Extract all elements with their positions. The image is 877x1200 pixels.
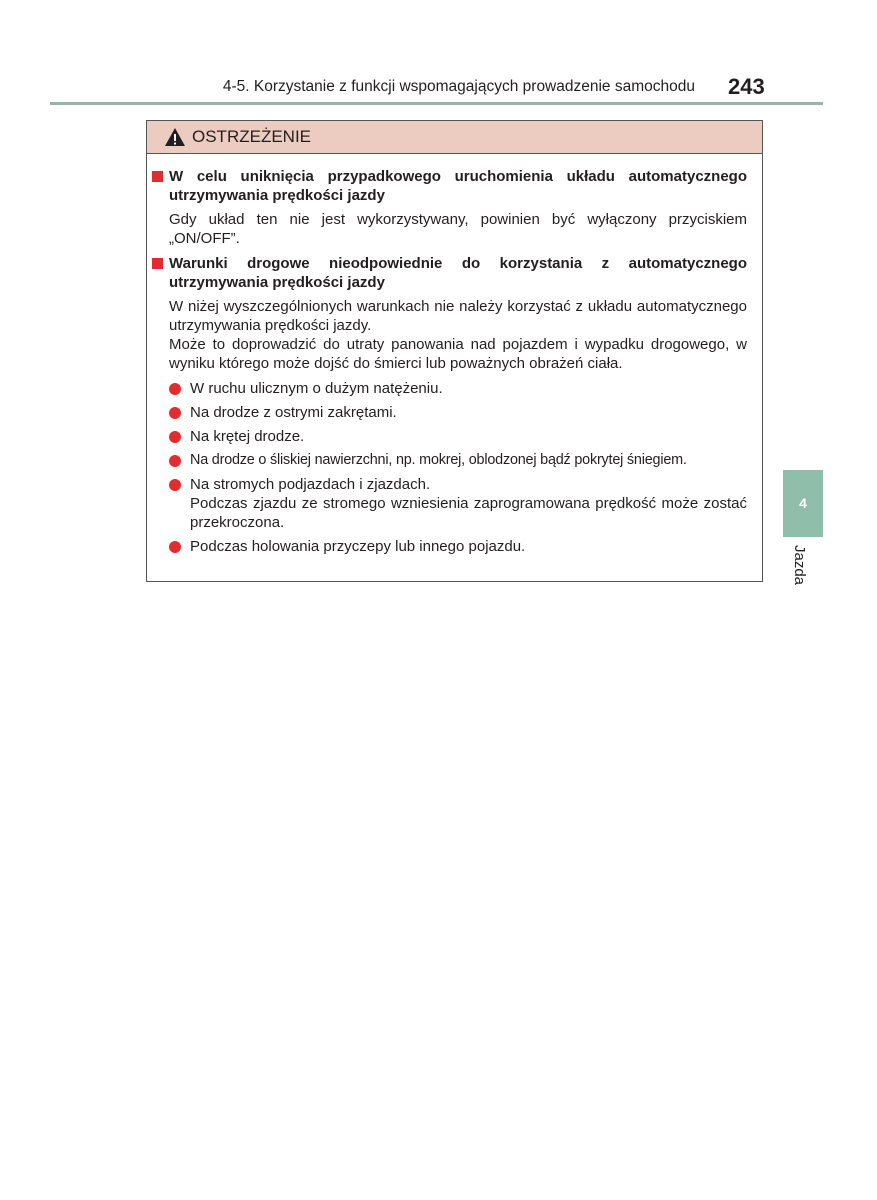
red-dot-bullet-icon [169, 541, 181, 553]
warning-triangle-icon [164, 127, 186, 147]
list-item [169, 379, 747, 398]
section-heading [169, 254, 747, 292]
header-divider [50, 102, 823, 105]
page-number: 243 [728, 74, 765, 99]
section-heading [169, 167, 747, 205]
red-square-bullet-icon [152, 258, 163, 269]
warning-box [146, 120, 763, 582]
section-heading-text: Warunki drogowe nieodpowiednie do korzystania z automatycznego utrzymywania prędkości jazdy [169, 255, 747, 291]
list-item-text: W ruchu ulicznym o dużym natężeniu. [190, 380, 443, 397]
list-item [169, 403, 747, 422]
list-item-text: Na krętej drodze. [190, 428, 305, 445]
list-item [169, 537, 747, 556]
paragraph: Gdy układ ten nie jest wykorzystywany, powinien być wyłączony przyciskiem „ON/OFF”. [169, 211, 747, 247]
list-item-subtext: Podczas zjazdu ze stromego wzniesienia zaprogramowana prędkość może zostać przekroczona. [190, 495, 747, 531]
chapter-tab: 4 [783, 470, 823, 537]
chapter-label-text: Jazda [791, 545, 808, 586]
section-heading-text: W celu uniknięcia przypadkowego uruchomienia układu automatycznego utrzymywania prędkości jazdy [169, 168, 747, 204]
warning-title: OSTRZEŻENIE [192, 127, 312, 146]
red-square-bullet-icon [152, 171, 163, 182]
red-dot-bullet-icon [169, 407, 181, 419]
list-item [169, 427, 747, 446]
section-title: 4-5. Korzystanie z funkcji wspomagających prowadzenie samochodu [222, 78, 695, 95]
red-dot-bullet-icon [169, 479, 181, 491]
red-dot-bullet-icon [169, 455, 181, 467]
list-item-text: Na stromych podjazdach i zjazdach. [190, 476, 431, 493]
paragraph: W niżej wyszczególnionych warunkach nie należy korzystać z układu automatycznego utrzymywania prędkości jazdy. [169, 298, 747, 334]
warning-header [147, 121, 762, 154]
red-dot-bullet-icon [169, 431, 181, 443]
chapter-label [782, 545, 822, 595]
list-item [169, 451, 747, 470]
red-dot-bullet-icon [169, 383, 181, 395]
list-item-text: Na drodze o śliskiej nawierzchni, np. mokrej, oblodzonej bądź pokrytej śniegiem. [190, 452, 687, 468]
list-item-text: Podczas holowania przyczepy lub innego pojazdu. [190, 538, 526, 555]
list-item [169, 475, 747, 532]
list-item-text: Na drodze z ostrymi zakrętami. [190, 404, 397, 421]
paragraph: Może to doprowadzić do utraty panowania nad pojazdem i wypadku drogowego, w wyniku którego może dojść do śmierci lub poważnych obrażeń ciała. [169, 336, 747, 372]
